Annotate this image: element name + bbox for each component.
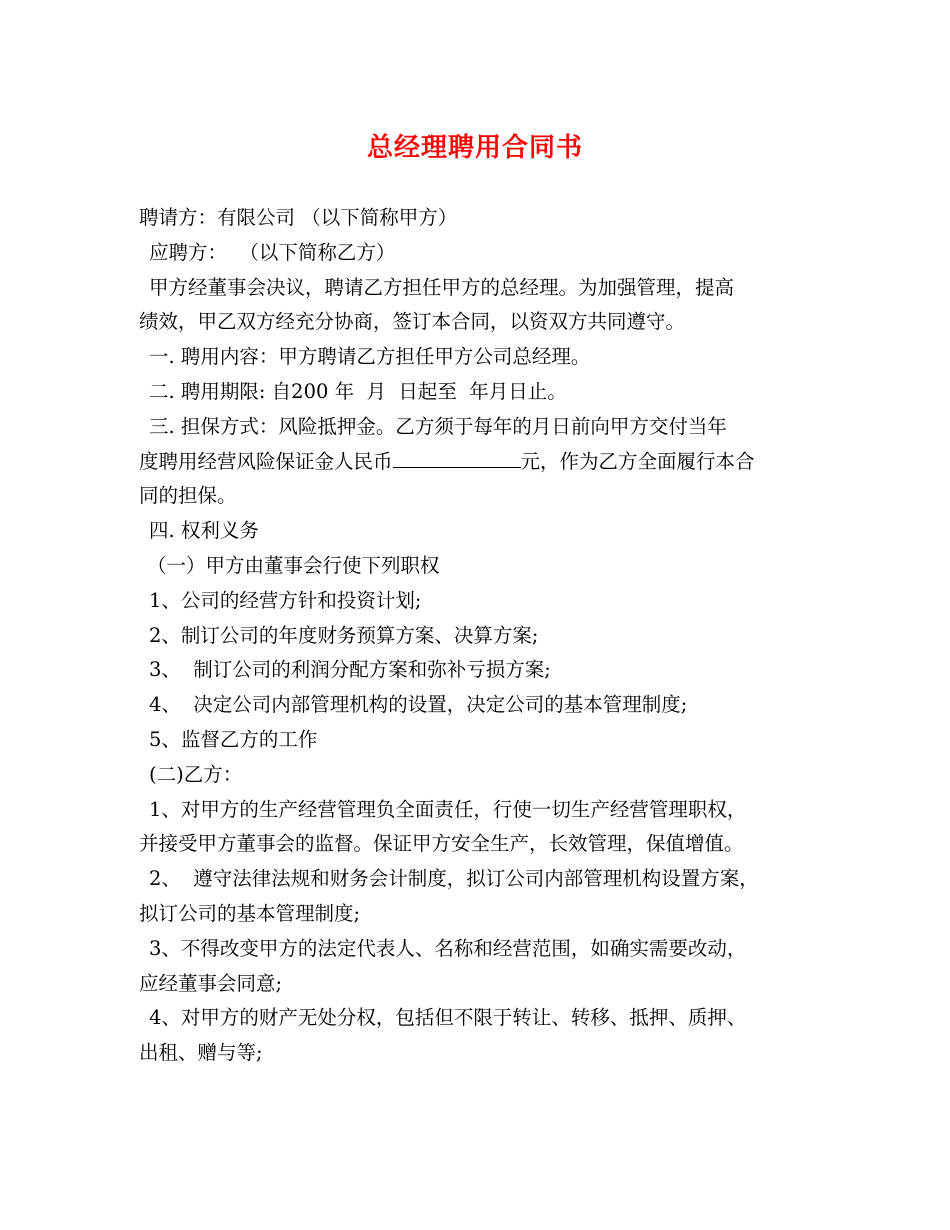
- preamble-line-2: 绩效，甲乙双方经充分协商，签订本合同，以资双方共同遵守。: [139, 310, 686, 334]
- party-b-duty-3-line-1: 3、不得改变甲方的法定代表人、名称和经营范围，如确实需要改动，: [149, 936, 747, 960]
- document-body: [139, 201, 819, 1071]
- clause-3-guarantee-line-2: [139, 445, 819, 480]
- clause-3-guarantee-line-3: 同的担保。: [139, 484, 237, 508]
- deposit-amount-blank: [393, 449, 521, 468]
- party-b-duty-3-line-2: 应经董事会同意;: [139, 971, 283, 995]
- party-a-power-3: 3、 制订公司的利润分配方案和弥补亏损方案;: [149, 658, 551, 682]
- party-a-power-5: 5、监督乙方的工作: [149, 727, 318, 751]
- employer-line: 聘请方：有限公司 （以下简称甲方）: [139, 206, 458, 229]
- preamble-line-1: 甲方经董事会决议，聘请乙方担任甲方的总经理。为加强管理，提高: [149, 275, 735, 299]
- party-b-duty-2-line-2: 拟订公司的基本管理制度;: [139, 901, 361, 925]
- party-a-power-1: 1、公司的经营方针和投资计划;: [149, 588, 422, 612]
- clause-4-heading: 四. 权利义务: [149, 519, 259, 543]
- clause-3-guarantee-line-1: 三. 担保方式：风险抵押金。乙方须于每年的月日前向甲方交付当年: [149, 414, 727, 438]
- clause-2-term: 二. 聘用期限: 自200 年 月 日起至 年月日止。: [149, 379, 567, 403]
- clause-1-content: 一. 聘用内容：甲方聘请乙方担任甲方公司总经理。: [149, 345, 591, 369]
- party-b-duty-4-line-1: 4、对甲方的财产无处分权，包括但不限于转让、转移、抵押、质押、: [149, 1006, 747, 1030]
- party-b-duty-1-line-2: 并接受甲方董事会的监督。保证甲方安全生产，长效管理，保值增值。: [139, 832, 744, 856]
- party-a-powers-heading: （一）甲方由董事会行使下列职权: [147, 553, 440, 577]
- deposit-text-before: 度聘用经营风险保证金人民币: [139, 449, 393, 473]
- party-b-duty-1-line-1: 1、对甲方的生产经营管理负全面责任，行使一切生产经营管理职权，: [149, 797, 747, 821]
- party-b-duty-2-line-1: 2、 遵守法律法规和财务会计制度，拟订公司内部管理机构设置方案，: [149, 867, 759, 891]
- party-b-duty-4-line-2: 出租、赠与等;: [139, 1041, 263, 1065]
- deposit-text-after: 元，作为乙方全面履行本合: [520, 449, 755, 473]
- document-title: 总经理聘用合同书: [366, 133, 583, 163]
- employee-line: 应聘方： （以下简称乙方）: [149, 240, 396, 264]
- party-a-power-4: 4、 决定公司内部管理机构的设置，决定公司的基本管理制度;: [149, 693, 688, 717]
- party-a-power-2: 2、制订公司的年度财务预算方案、决算方案;: [149, 623, 539, 647]
- party-b-heading: (二)乙方：: [149, 762, 243, 786]
